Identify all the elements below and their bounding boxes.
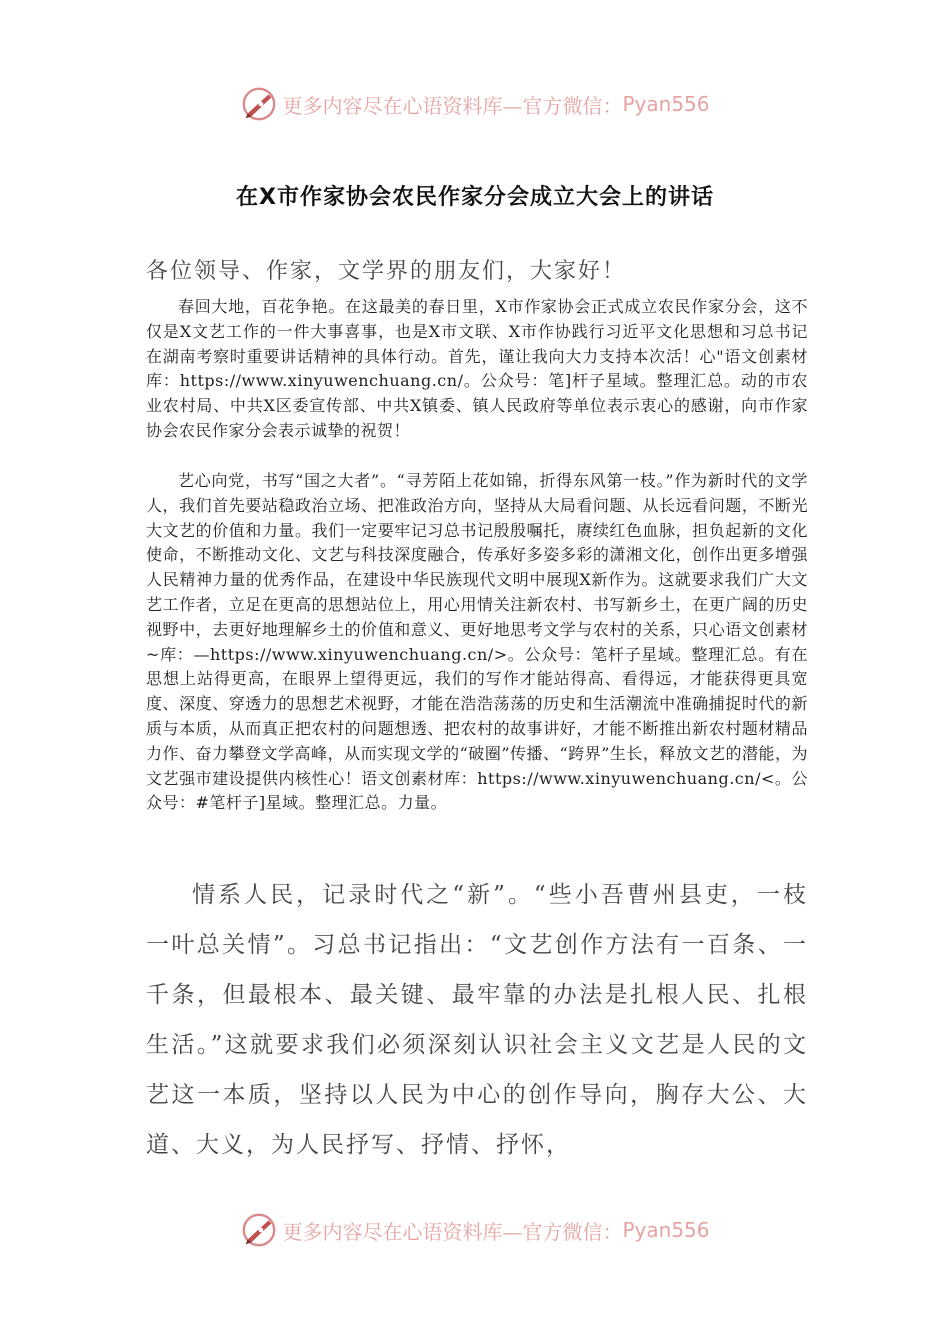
pen-logo-icon	[240, 85, 278, 123]
paragraph-3: 情系人民，记录时代之“新”。“些小吾曹州县吏，一枝一叶总关情”。习总书记指出：“文艺创作方法有一百条、一千条，但最根本、最关键、最牢靠的办法是扎根人民、扎根生活。”这就要求我们必须深刻认识社会主义文艺是人民的文艺这一本质，坚持以人民为中心的创作导向，胸存大公、大道、大义，为人民抒写、抒情、抒怀，	[146, 882, 808, 1158]
header-banner	[0, 84, 950, 124]
footer-banner	[0, 1210, 950, 1250]
banner-wechat-id: Pyan556	[622, 1218, 710, 1242]
banner-text: 更多内容尽在心语资料库—官方微信：	[282, 93, 623, 118]
greeting: 各位领导、作家，文学界的朋友们，大家好！	[146, 259, 627, 284]
paragraph-1: 春回大地，百花争艳。在这最美的春日里，X市作家协会正式成立农民作家分会，这不仅是X文艺工作的一件大事喜事，也是X市文联、X市作协践行习近平文化思想和习总书记在湖南考察时重要讲话精神的具体行动。首先，谨让我向大力支持本次活！心"语文创素材库：https://www.xinyuwenchuang.cn/。公众号：笔]杆子星域。整理汇总。动的市农业农村局、中共X区委宣传部、中共X镇委、镇人民政府等单位表示衷心的感谢，向市作家协会农民作家分会表示诚挚的祝贺！	[146, 297, 808, 440]
banner-text: 更多内容尽在心语资料库—官方微信：	[282, 1219, 623, 1244]
document-title: 在X市作家协会农民作家分会成立大会上的讲话	[236, 185, 714, 210]
paragraph-2: 艺心向党，书写“国之大者”。“寻芳陌上花如锦，折得东风第一枝。”作为新时代的文学人，我们首先要站稳政治立场、把准政治方向，坚持从大局看问题、从长远看问题，不断光大文艺的价值和力量。我们一定要牢记习总书记殷殷嘱托，赓续红色血脉，担负起新的文化使命，不断推动文化、文艺与科技深度融合，传承好多姿多彩的潇湘文化，创作出更多增强人民精神力量的优秀作品，在建设中华民族现代文明中展现X新作为。这就要求我们广大文艺工作者，立足在更高的思想站位上，用心用情关注新农村、书写新乡土，在更广阔的历史视野中，去更好地理解乡土的价值和意义、更好地思考文学与农村的关系，只心语文创素材~库：—https://www.xinyuwenchuang.cn/>。公众号：笔杆子星域。整理汇总。有在思想上站得更高，在眼界上望得更远，我们的写作才能站得高、看得远，才能获得更具宽度、深度、穿透力的思想艺术视野，才能在浩浩荡荡的历史和生活潮流中准确捕捉时代的新质与本质，从而真正把农村的问题想透、把农村的故事讲好，才能不断推出新农村题材精品力作、奋力攀登文学高峰，从而实现文学的“破圈”传播、“跨界”生长，释放文艺的潜能，为文艺强市建设提供内核性心！语文创素材库：https://www.xinyuwenchuang.cn/<。公众号：#笔杆子]星域。整理汇总。力量。	[146, 471, 808, 813]
pen-logo-icon	[240, 1211, 278, 1249]
banner-wechat-id: Pyan556	[622, 92, 710, 116]
